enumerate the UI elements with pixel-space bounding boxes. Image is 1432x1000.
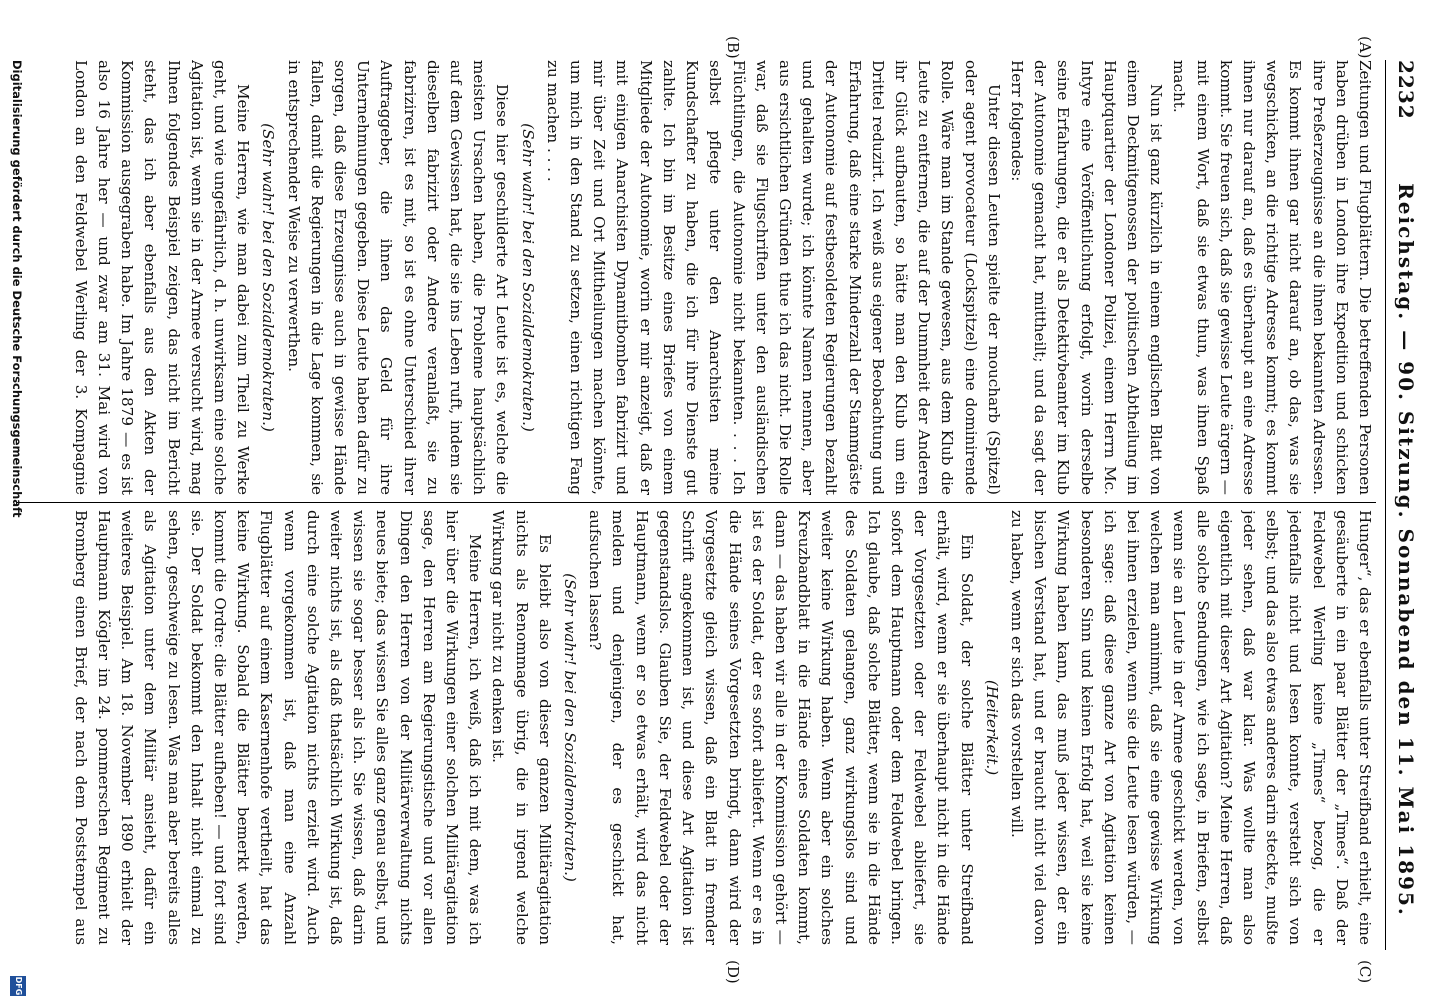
page-number: 2232 [1394,60,1418,120]
paragraph: Unter diesen Leuten spielte der moucharb (Spitzel) oder agent provocateur (Lockspitzel) eine dominirende Rolle. Wäre man im Stande gewesen, aus dem Klub die Leute zu entfernen, die auf der Dummheit der Anderen ihr Glück aufbauten, so hätte man den Klub um ein Drittel reduzirt. Ich weiß aus eigener Beobachtung und Erfahrung, daß eine starke Minderzahl der Stammgäste der Autonomie auf festbesoldeten Regierungen bezahlt und gehalten wurde; ich könnte Namen nennen, aber aus ersichtlichen Gründen thue ich das nicht. Die Rolle war, daß sie Flugschriften unter den ausländischen Flüchtlingen, die Autonomie nicht bekannten. . . . Ich selbst pflegte unter den Anarchisten meine Kundschafter zu haben, die ich für ihre Dienste gut zahlte. Ich bin im Besitze eines Briefes von einem Mitgliede der Autonomie, worin er mir anzeigt, daß er mit einigen Anarchisten Dynamitbomben fabrizirt und mir über Zeit und Ort Mittheilungen machen könnte, um mich in den Stand zu setzen, einen richtigen Fang zu machen . . . . [543,60,1003,495]
header-text: Reichstag. — 90. Sitzung. Sonnabend den 11. Mai 1895. [1394,183,1418,917]
paragraph: Zeitungen und Flugblättern. Die betreffenden Personen haben drüben in London ihre Expedition und schicken ihre Preßerzeugnisse an die ihnen bekannten Adressen. Es kommt ihnen gar nicht darauf an, ob das, was sie wegschicken, an die richtige Adresse kommt; es kommt ihnen nur darauf an, daß es überhaupt an eine Adresse kommt. Sie freuen sich, daß sie gewisse Leute ärgern — mit einem Wort, daß sie etwas thun, was ihnen Spaß macht. [1170,60,1374,495]
text-column-right [70,510,1376,945]
paragraph: Nun ist ganz kürzlich in einem englischen Blatt von einem Deckmitgenossen der politischen Abtheilung im Hauptquartier der Londoner Polizei, einem Herrn Mc. Intyre eine Veröffentlichung erfolgt, worin derselbe seine Erfahrungen, die er als Detektivbeamter im Klub der Autonomie gemacht hat, mittheilt; und da sagt der Herr folgendes: [1007,60,1166,495]
margin-marker-a: (A) [1356,36,1374,59]
footer-text: Digitalisierung gefördert durch die Deutsche Forschungsgemeinschaft [10,60,24,518]
margin-marker-b: (B) [724,36,742,59]
paragraph: Meine Herren, wie man dabei zum Theil zu Werke geht, und wie ungefährlich, d. h. unwirksam eine solche Agitation ist, wenn sie in der Armee versucht wird, mag Ihnen folgendes Beispiel zeigen, das nicht im Bericht steht, das ich aber ebenfalls aus den Akten der Kommission ausgegraben habe. Im Jahre 1879 — es ist also 16 Jahre her — und zwar am 31. Mai wird von London an den Feldwebel Werling der 3. Kompagnie [71,60,253,495]
digitization-footer [6,0,28,1000]
page-header [1385,60,1424,950]
paragraph: Hunger“, das er ebenfalls unter Streifband erhielt, eine gesäuberte in ein paar Blätter der „Times“. Daß der Feldwebel Werling keine „Times“ bezog, die er jedenfalls nicht und lesen konnte, versteht sich von selbst; und das also etwas anderes darin steckte, mußte jeder sehen, daß war klar. Was wollte man also eigentlich mit dieser Art Agitation? Meine Herren, daß alle solche Sendungen, wie ich sage, in Briefen, selbst wenn sie an Leute in der Armee geschickt werden, von welchen man annimmt, daß sie eine gewisse Wirkung bei ihnen erzielen, wenn sie die Leute lesen würden, — ich sage: daß diese ganze Art von Agitation keinen besonderen Sinn und keinen Erfolg hat, weil sie keine Wirkung haben kann, das muß jeder wissen, der ein bischen Verstand hat, und er braucht nicht viel davon zu haben, wenn er sich das vorstellen will. [1007,510,1374,945]
interjection: (Sehr wahr! bei den Sozialdemokraten.) [561,573,580,882]
paragraph: Diese hier geschilderte Art Leute ist es, welche die meisten Ursachen haben, die Probleme hauptsächlich auf dem Gewissen hat, die sie ins Leben ruft, indem sie dieselben fabrizirt oder Andere veranlaßt, sie zu fabriziren, ist es mit, so ist es ohne Unterschied ihrer Auftraggeber, die ihnen das Geld für ihre Unternehmungen gegeben. Diese Leute haben dafür zu sorgen, daß diese Erzeugnisse auch in gewisse Hände fallen, damit die Regierungen in die Lage kommen, sie in entsprechender Weise zu verwerthen. [284,60,512,495]
interjection: (Sehr wahr! bei den Sozialdemokraten.) [518,123,537,432]
paragraph: Es bleibt also von dieser ganzen Militäragitation nichts als Renommage übrig, die in irgend welche Wirkung gar nicht zu denken ist. [489,510,554,945]
column-divider [16,502,1376,503]
text-column-left [70,60,1376,495]
interjection: (Sehr wahr! bei den Sozialdemokraten.) [259,123,278,432]
paragraph: Meine Herren, ich weiß, daß ich mit dem, was ich hier über die Wirkungen einer solchen Militäragitation sage, den Herren am Regierungstische und vor allen Dingen den Herren von der Militärverwaltung nichts neues biete; das wissen Sie alles ganz genau selbst, und wissen sie sogar besser als ich. Sie wissen, daß darin weiter nichts ist, als daß thatsächlich Wirkung ist, daß durch eine solche Agitation nichts erzielt wird. Auch wenn vorgekommen ist, daß man eine Anzahl Flugblätter auf einem Kasernenhofe vertheilt, hat das keine Wirkung. Sobald die Blätter bemerkt werden, kommt die Ordre: die Blätter aufheben! — und fort sind sie. Der Soldat bekommt den Inhalt nicht einmal zu sehen, geschweige zu lesen. Was man aber bereits alles als Agitation unter dem Militär ansieht, dafür ein weiteres Beispiel. Am 18. November 1890 erhielt der Hauptmann Kögler im 24. pommerschen Regiment zu Bromberg einen Brief, der nach dem Poststempel aus [71,510,485,945]
interjection: (Heiterkeit.) [982,679,1001,776]
paragraph: Ein Soldat, der solche Blätter unter Streifband erhält, wird, wenn er sie überhaupt nicht in die Hände der Vorgesetzten oder der Feldwebel abliefert, sie sofort dem Hauptmann oder dem Feldwebel bringen. Ich glaube, daß solche Blätter, wenn sie in die Hände des Soldaten gelangen, ganz wirkungslos sind und weiter keine Wirkung haben. Wenn aber ein solches Kreuzbandblatt in die Hände eines Soldaten kommt, dann — das haben wir alle in der Kommission gehört — ist es der Soldat, der es sofort abliefert. Wenn er es in die Hände seines Vorgesetzten bringt, dann wird der Vorgesetzte gleich wissen, daß ein Blatt in fremder Schrift angekommen ist, und diese Art Agitation ist gegenstandslos. Glauben Sie, der Feldwebel oder der Hauptmann, wenn er so etwas erhält, wird das nicht melden und denjenigen, der es geschickt hat, aufsuchen lassen? [586,510,976,945]
margin-marker-c: (C) [1356,960,1374,984]
margin-marker-d: (D) [724,960,742,984]
dfg-logo-icon: DFG [10,976,26,996]
